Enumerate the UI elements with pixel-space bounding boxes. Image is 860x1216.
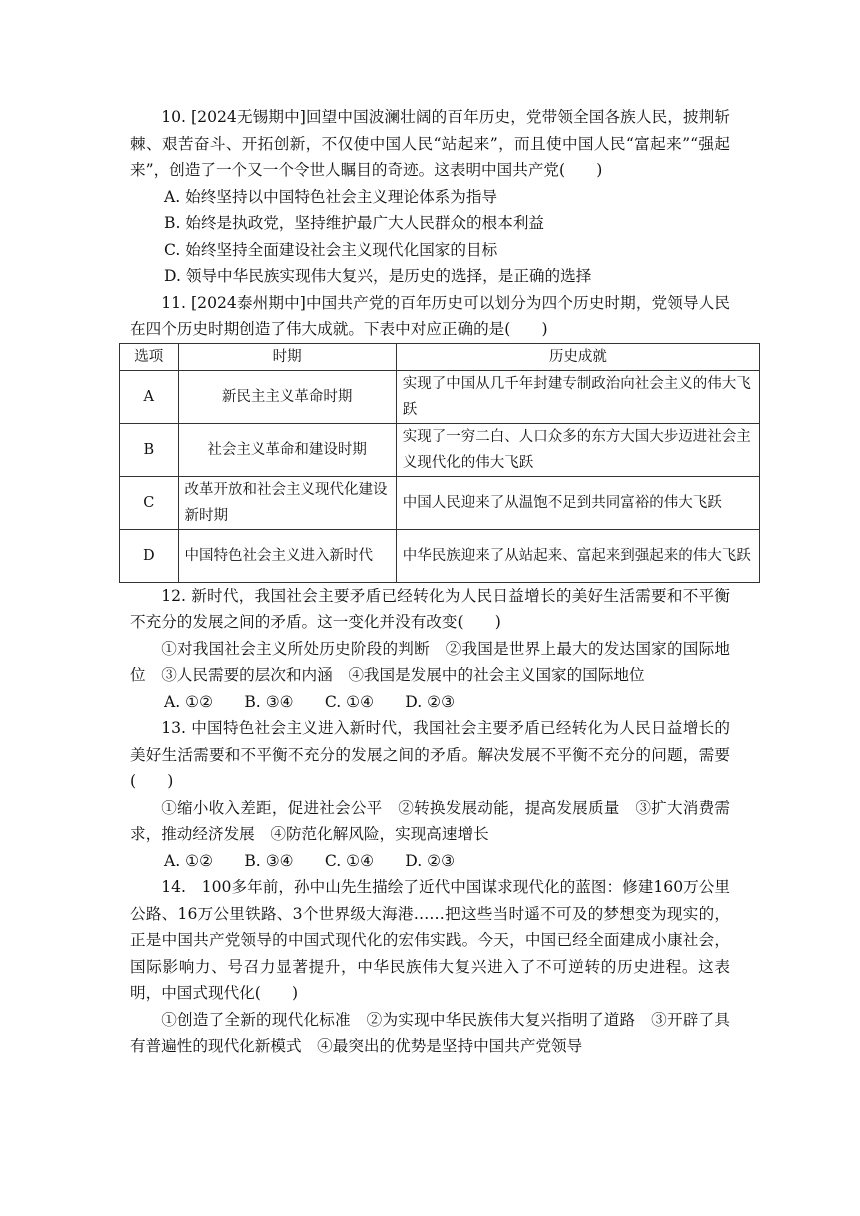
question-10-option-a: A. 始终坚持以中国特色社会主义理论体系为指导 bbox=[164, 187, 498, 206]
table-header-option: 选项 bbox=[120, 343, 179, 370]
table-cell-period: 改革开放和社会主义现代化建设新时期 bbox=[178, 476, 396, 529]
question-10-option-b: B. 始终是执政党，坚持维护最广大人民群众的根本利益 bbox=[164, 214, 545, 232]
question-12-stem: 12. 新时代，我国社会主要矛盾已经转化为人民日益增长的美好生活需要和不平衡不充分的发展之间的矛盾。这一变化并没有改变( ) bbox=[130, 586, 730, 631]
question-12-choices: A. ①② B. ③④ C. ①④ D. ②③ bbox=[164, 692, 456, 711]
table-header-row bbox=[120, 343, 760, 370]
table-cell-option: A bbox=[120, 370, 179, 423]
question-14-stem: 14. 100多年前，孙中山先生描绘了近代中国谋求现代化的蓝图：修建160万公里公路、16万公里铁路、3个世界级大海港……把这些当时遥不可及的梦想变为现实的，正是中国共产党领导的中国式现代化的宏伟实践。今天，中国已经全面建成小康社会，国际影响力、号召力显著提升，中华民族伟大复兴进入了不可逆转的历史进程。这表明，中国式现代化( ) bbox=[130, 878, 730, 1002]
question-column bbox=[130, 104, 751, 1060]
table-header-period: 时期 bbox=[178, 343, 396, 370]
question-12-items: ①对我国社会主义所处历史阶段的判断 ②我国是世界上最大的发达国家的国际地位 ③人民需要的层次和内涵 ④我国是发展中的社会主义国家的国际地位 bbox=[130, 639, 730, 684]
table-cell-option: D bbox=[120, 529, 179, 582]
table-cell-option: B bbox=[120, 423, 179, 476]
table-row bbox=[120, 423, 760, 476]
table-cell-achievement: 中华民族迎来了从站起来、富起来到强起来的伟大飞跃 bbox=[396, 529, 759, 582]
table-cell-achievement: 实现了一穷二白、人口众多的东方大国大步迈进社会主义现代化的伟大飞跃 bbox=[396, 423, 759, 476]
question-13-stem: 13. 中国特色社会主义进入新时代，我国社会主要矛盾已经转化为人民日益增长的美好生活需要和不平衡不充分的发展之间的矛盾。解决发展不平衡不充分的问题，需要( ) bbox=[130, 719, 730, 790]
question-13-choices: A. ①② B. ③④ C. ①④ D. ②③ bbox=[164, 851, 456, 870]
question-11-stem: 11. [2024泰州期中]中国共产党的百年历史可以划分为四个历史时期，党领导人民在四个历史时期创造了伟大成就。下表中对应正确的是( ) bbox=[130, 293, 730, 338]
table-row bbox=[120, 529, 760, 582]
question-10-stem: 10. [2024无锡期中]回望中国波澜壮阔的百年历史，党带领全国各族人民，披荆斩棘、艰苦奋斗、开拓创新，不仅使中国人民“站起来”，而且使中国人民“富起来”“强起来”，创造了一个又一个令世人瞩目的奇迹。这表明中国共产党( ) bbox=[130, 108, 730, 179]
question-10-option-d: D. 领导中华民族实现伟大复兴，是历史的选择，是正确的选择 bbox=[164, 267, 592, 285]
table-header-achievement: 历史成就 bbox=[396, 343, 759, 370]
table-cell-period: 新民主主义革命时期 bbox=[178, 370, 396, 423]
table-cell-period: 中国特色社会主义进入新时代 bbox=[178, 529, 396, 582]
table-cell-option: C bbox=[120, 476, 179, 529]
table-cell-achievement: 实现了中国从几千年封建专制政治向社会主义的伟大飞跃 bbox=[396, 370, 759, 423]
question-14-items: ①创造了全新的现代化标准 ②为实现中华民族伟大复兴指明了道路 ③开辟了具有普遍性的现代化新模式 ④最突出的优势是坚持中国共产党领导 bbox=[130, 1010, 730, 1055]
table-cell-achievement: 中国人民迎来了从温饱不足到共同富裕的伟大飞跃 bbox=[396, 476, 759, 529]
table-cell-period: 社会主义革命和建设时期 bbox=[178, 423, 396, 476]
question-13-items: ①缩小收入差距，促进社会公平 ②转换发展动能，提高发展质量 ③扩大消费需求，推动经济发展 ④防范化解风险，实现高速增长 bbox=[130, 798, 730, 843]
table-row bbox=[120, 370, 760, 423]
question-11-table bbox=[119, 343, 760, 583]
table-row bbox=[120, 476, 760, 529]
question-10-option-c: C. 始终坚持全面建设社会主义现代化国家的目标 bbox=[164, 240, 498, 259]
